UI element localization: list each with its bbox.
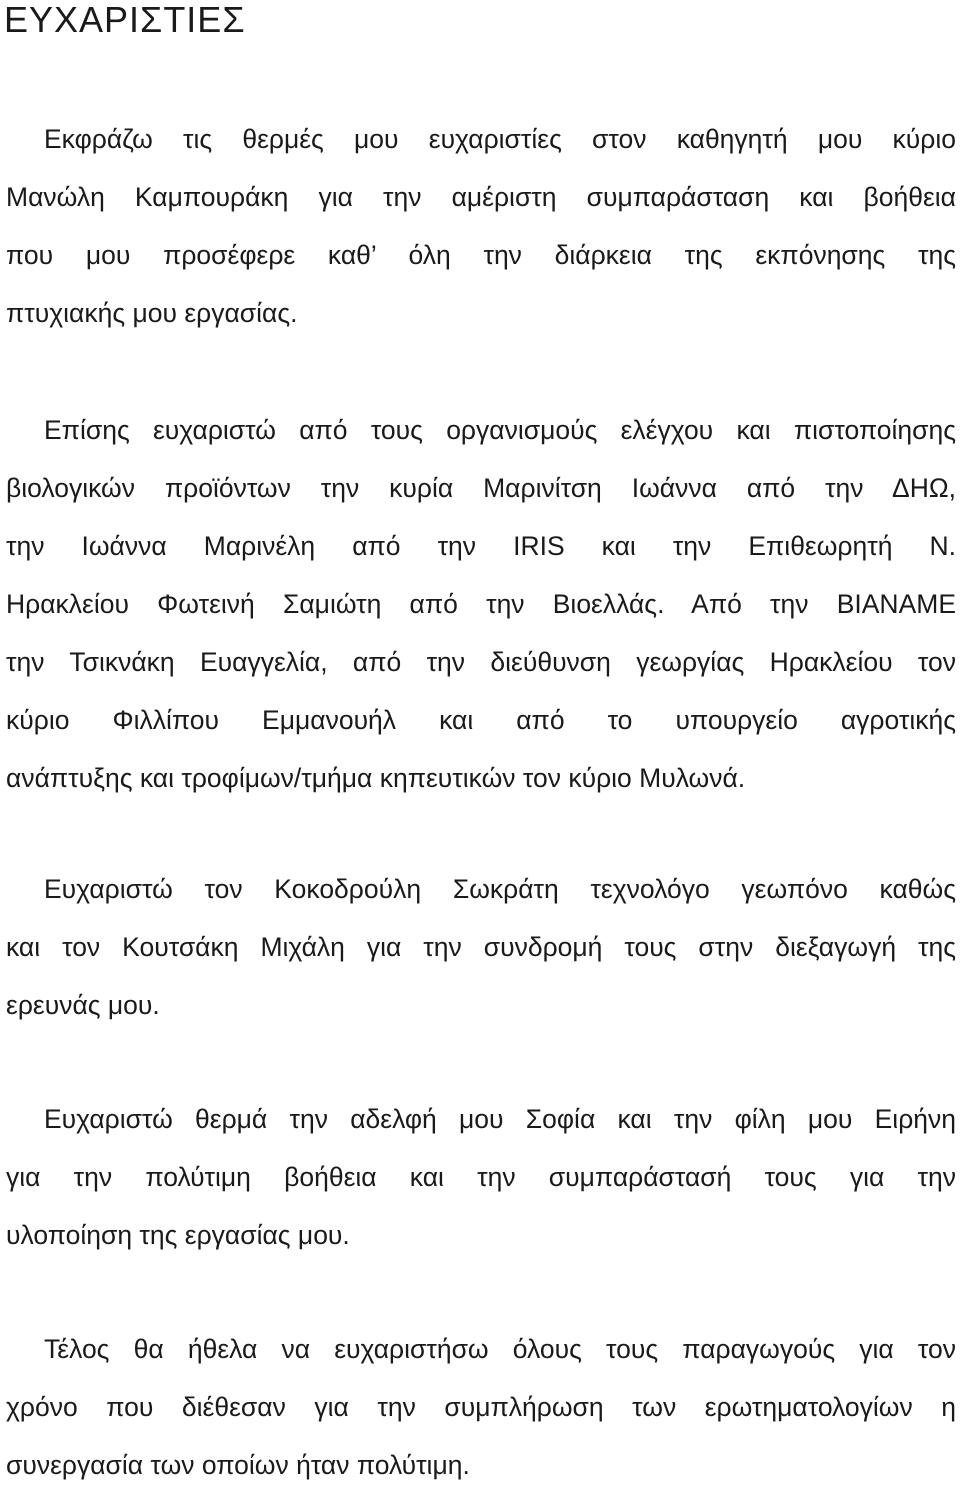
text-line: την Ιωάννα Μαρινέλη από την IRIS και την Επιθεωρητή Ν. [6, 531, 956, 561]
text-line: Ευχαριστώ τον Κοκοδρούλη Σωκράτη τεχνολόγο γεωπόνο καθώς [44, 874, 956, 904]
text-line: Ευχαριστώ θερμά την αδελφή μου Σοφία και την φίλη μου Ειρήνη [44, 1104, 956, 1134]
page-title: ΕΥΧΑΡΙΣΤΙΕΣ [4, 0, 246, 40]
paragraph-producers-thanks [6, 1320, 956, 1494]
text-line: Μανώλη Καμπουράκη για την αμέριστη συμπαράσταση και βοήθεια [6, 182, 956, 212]
paragraph-organizations-thanks [6, 401, 956, 807]
text-line: και τον Κουτσάκη Μιχάλη για την συνδρομή τους στην διεξαγωγή της [6, 932, 956, 962]
text-line: υλοποίηση της εργασίας μου. [6, 1220, 350, 1250]
text-line: συνεργασία των οποίων ήταν πολύτιμη. [6, 1450, 470, 1480]
text-line: βιολογικών προϊόντων την κυρία Μαρινίτση Ιωάννα από την ΔΗΩ, [6, 473, 956, 503]
text-line: Επίσης ευχαριστώ από τους οργανισμούς ελέγχου και πιστοποίησης [44, 415, 956, 445]
text-line: που μου προσέφερε καθ’ όλη την διάρκεια της εκπόνησης της [6, 240, 956, 270]
text-line: πτυχιακής μου εργασίας. [6, 298, 298, 328]
text-line: ερευνάς μου. [6, 990, 160, 1020]
text-line: Τέλος θα ήθελα να ευχαριστήσω όλους τους παραγωγούς για τον [44, 1334, 956, 1364]
text-line: κύριο Φιλλίπου Εμμανουήλ και από το υπουργείο αγροτικής [6, 705, 956, 735]
paragraph-colleagues-thanks [6, 860, 956, 1034]
text-line: Εκφράζω τις θερμές μου ευχαριστίες στον καθηγητή μου κύριο [44, 124, 956, 154]
text-line: την Τσικνάκη Ευαγγελία, από την διεύθυνση γεωργίας Ηρακλείου τον [6, 647, 956, 677]
text-line: ανάπτυξης και τροφίμων/τμήμα κηπευτικών τον κύριο Μυλωνά. [6, 763, 746, 793]
paragraph-professor-thanks [6, 110, 956, 342]
text-line: χρόνο που διέθεσαν για την συμπλήρωση των ερωτηματολογίων η [6, 1392, 956, 1422]
text-line: για την πολύτιμη βοήθεια και την συμπαράστασή τους για την [6, 1162, 956, 1192]
text-line: Ηρακλείου Φωτεινή Σαμιώτη από την Βιοελλάς. Από την ΒΙΑΝΑΜΕ [6, 589, 956, 619]
paragraph-family-thanks [6, 1090, 956, 1264]
